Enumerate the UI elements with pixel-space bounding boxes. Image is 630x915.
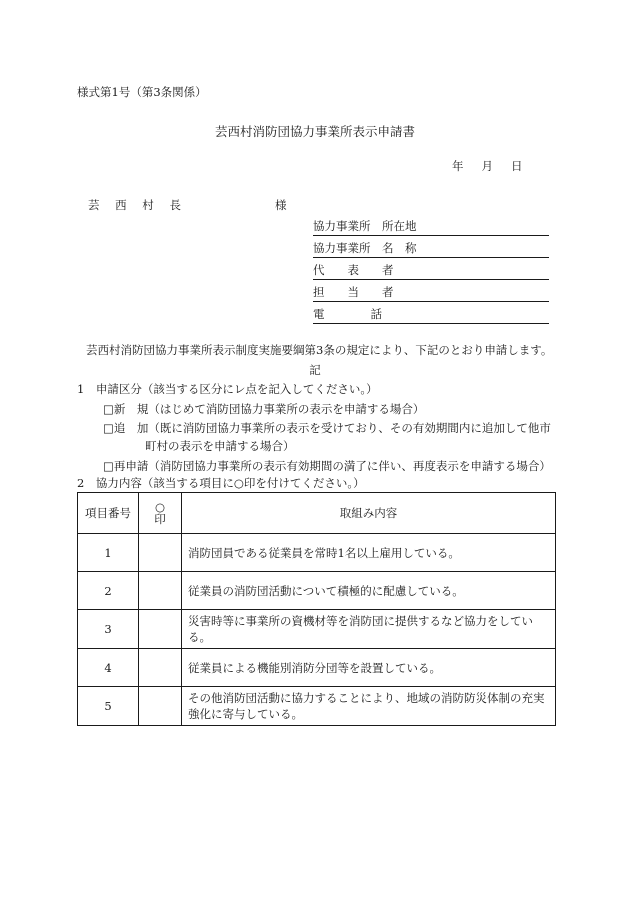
row-mark-cell[interactable] (139, 534, 182, 572)
cooperation-table (77, 492, 556, 726)
addressee-name: 芸 西 村 長 (88, 198, 187, 212)
table-row (78, 649, 556, 687)
row-mark-cell[interactable] (139, 687, 182, 726)
row-number: 1 (78, 534, 139, 572)
addressee-honorific: 様 (275, 198, 287, 212)
table-row (78, 534, 556, 572)
row-mark-cell[interactable] (139, 649, 182, 687)
form-number: 様式第1号（第3条関係） (77, 85, 207, 99)
row-content: 従業員による機能別消防分団等を設置している。 (182, 649, 556, 687)
header-mark (139, 493, 182, 534)
date-day: 日 (511, 159, 523, 173)
intro-text: 芸西村消防団協力事業所表示制度実施要綱第3条の規定により、下記のとおり申請します。 (86, 343, 553, 357)
header-item-number: 項目番号 (78, 493, 139, 534)
applicant-address-field[interactable]: 協力事業所 所在地 (313, 218, 549, 236)
date-month: 月 (481, 159, 493, 173)
option-reapply[interactable]: □再申請（消防団協力事業所の表示有効期間の満了に伴い、再度表示を申請する場合） (103, 459, 551, 473)
header-mark-circle: ○ (154, 500, 166, 514)
table-row (78, 610, 556, 649)
row-content: その他消防団活動に協力することにより、地域の消防防災体制の充実強化に寄与している。 (182, 687, 556, 726)
row-number: 3 (78, 610, 139, 649)
date-line (452, 158, 541, 174)
date-year: 年 (452, 159, 464, 173)
header-mark-label: 印 (154, 512, 166, 526)
option-add[interactable]: □追 加（既に消防団協力事業所の表示を受けており、その有効期間内に追加して他市 (103, 421, 551, 435)
row-number: 2 (78, 572, 139, 610)
table-row (78, 572, 556, 610)
ki-heading: 記 (309, 363, 321, 377)
applicant-phone-field[interactable]: 電 話 (313, 306, 549, 324)
row-number: 5 (78, 687, 139, 726)
header-content: 取組み内容 (182, 493, 556, 534)
row-content: 従業員の消防団活動について積極的に配慮している。 (182, 572, 556, 610)
applicant-name-field[interactable]: 協力事業所 名 称 (313, 240, 549, 258)
row-number: 4 (78, 649, 139, 687)
row-mark-cell[interactable] (139, 610, 182, 649)
section1-heading: 1 申請区分（該当する区分にレ点を記入してください。） (77, 382, 378, 396)
row-content: 消防団員である従業員を常時1名以上雇用している。 (182, 534, 556, 572)
row-mark-cell[interactable] (139, 572, 182, 610)
option-add-continued: 町村の表示を申請する場合） (145, 439, 295, 453)
applicant-representative-field[interactable]: 代 表 者 (313, 262, 549, 280)
option-new[interactable]: □新 規（はじめて消防団協力事業所の表示を申請する場合） (103, 402, 425, 416)
document-title: 芸西村消防団協力事業所表示申請書 (214, 124, 415, 139)
table-header-row (78, 493, 556, 534)
row-content: 災害時等に事業所の資機材等を消防団に提供するなど協力をしている。 (182, 610, 556, 649)
table-row (78, 687, 556, 726)
applicant-contact-person-field[interactable]: 担 当 者 (313, 284, 549, 302)
section2-heading: 2 協力内容（該当する項目に○印を付けてください。） (77, 476, 365, 490)
